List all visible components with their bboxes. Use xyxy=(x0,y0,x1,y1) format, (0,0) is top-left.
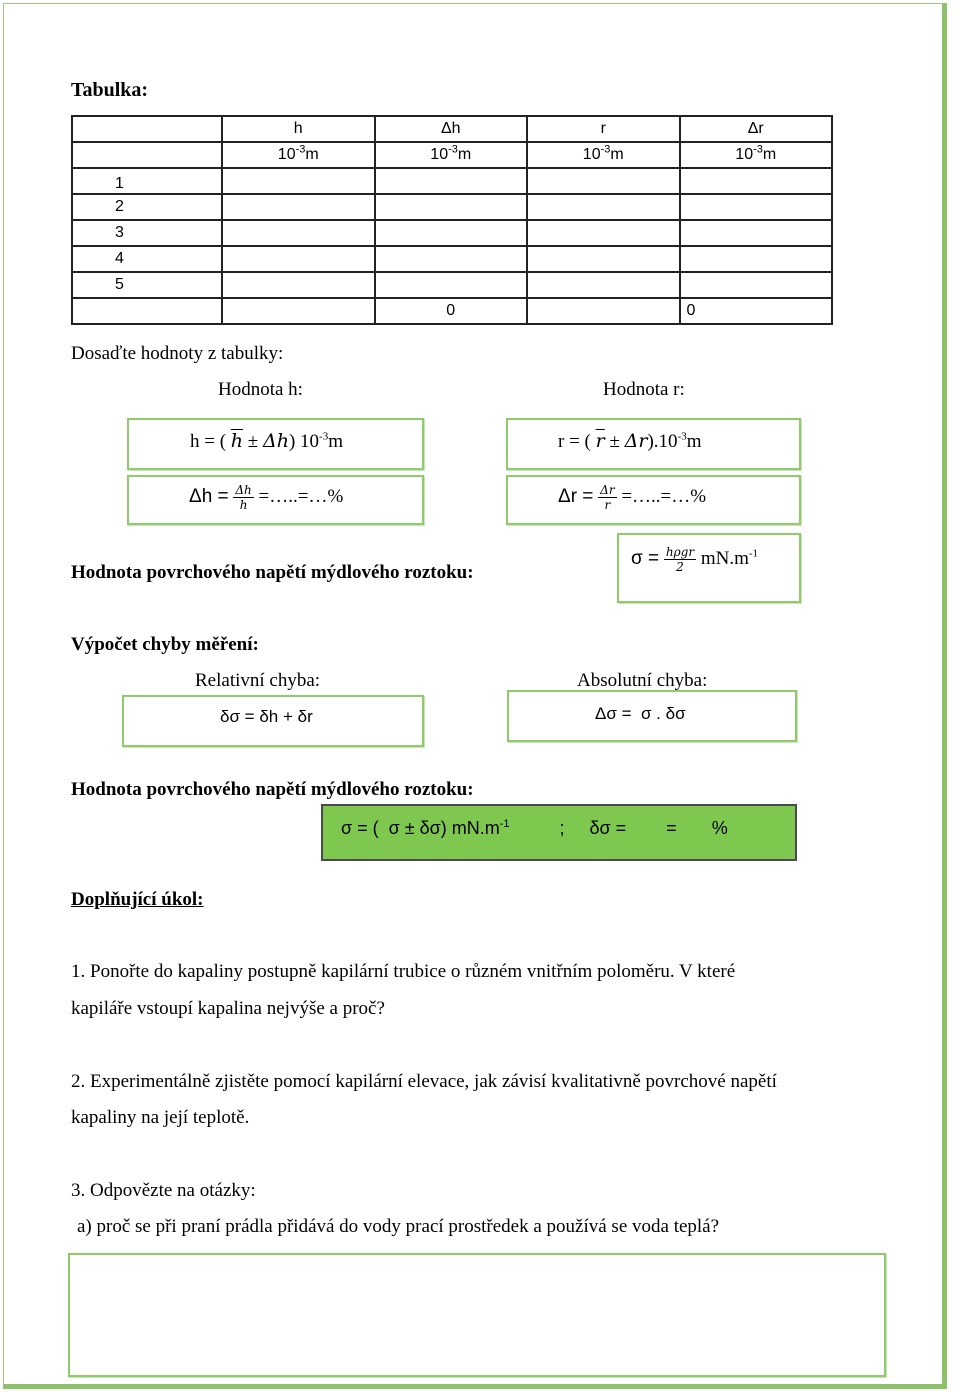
table-row xyxy=(72,194,832,220)
task-line: 2. Experimentálně zjistěte pomocí kapilární elevace, jak závisí kvalitativně povrchové napětí xyxy=(71,1071,777,1092)
h-relative-formula: Δh = $\frac{\Delta h}{h}$ =…..=…% xyxy=(189,483,344,512)
sum-delta-r: 0 xyxy=(680,298,833,324)
r-relative-box xyxy=(506,475,801,525)
error-title: Výpočet chyby měření: xyxy=(71,634,259,655)
unit-cell: $10^{-3}m$ xyxy=(527,142,680,168)
h-relative-box xyxy=(127,475,424,525)
surface-tension-label: Hodnota povrchového napětí mýdlového roztoku: xyxy=(71,562,474,583)
r-formula: r = ( $\overline{r} \pm \Delta r).10^{-3}m$ xyxy=(558,430,702,452)
h-formula: h = ( $\overline{h} \pm \Delta h$) $10^{-3}m$ xyxy=(190,430,343,452)
table-units-row xyxy=(72,142,832,168)
header-delta-h: Δh xyxy=(375,116,528,142)
task-line: 3. Odpovězte na otázky: xyxy=(71,1180,256,1201)
header-empty xyxy=(72,116,222,142)
r-label: Hodnota r: xyxy=(603,379,685,400)
h-label: Hodnota h: xyxy=(218,379,303,400)
relative-error-box xyxy=(122,695,424,747)
absolute-error-label: Absolutní chyba: xyxy=(577,670,708,691)
unit-cell: $10^{-3}m$ xyxy=(375,142,528,168)
sigma-formula: σ = $\frac{\text{hρgr}}{2}$ $mN.m^{-1}$ xyxy=(631,545,759,574)
r-relative-formula: Δr = $\frac{\Delta r}{r}$ =…..=…% xyxy=(558,483,707,512)
r-formula-box xyxy=(506,418,801,470)
task-line: 1. Ponořte do kapaliny postupně kapilární trubice o různém vnitřním poloměru. V které xyxy=(71,961,736,982)
row-index: 1 xyxy=(72,168,222,194)
measurement-table xyxy=(71,115,833,325)
row-index: 5 xyxy=(72,272,222,298)
answer-box[interactable] xyxy=(68,1253,886,1377)
r-fraction: $\frac{\Delta r}{r}$ xyxy=(600,483,615,512)
sigma-formula-box xyxy=(617,533,801,603)
extra-task-title: Doplňující úkol: xyxy=(71,889,204,910)
task-line: kapaliny na její teplotě. xyxy=(71,1107,250,1128)
unit-cell: $10^{-3}m$ xyxy=(680,142,833,168)
units-empty xyxy=(72,142,222,168)
table-header-row xyxy=(72,116,832,142)
final-formula: σ = ( σ ± δσ) $mN.m^{-1}$ ; δσ = = % xyxy=(341,818,728,838)
table-row xyxy=(72,272,832,298)
header-delta-r: Δr xyxy=(680,116,833,142)
table-sum-row xyxy=(72,298,832,324)
substitute-label: Dosaďte hodnoty z tabulky: xyxy=(71,343,284,364)
table-row xyxy=(72,246,832,272)
h-formula-box xyxy=(127,418,424,470)
table-title: Tabulka: xyxy=(71,79,149,101)
header-h: h xyxy=(222,116,375,142)
relative-error-formula: δσ = δh + δr xyxy=(220,707,313,726)
task-line: a) proč se při praní prádla přidává do vody prací prostředek a používá se voda teplá? xyxy=(77,1216,720,1237)
absolute-error-formula: Δσ = σ . δσ xyxy=(595,704,686,723)
relative-error-label: Relativní chyba: xyxy=(195,670,321,691)
final-result-box xyxy=(321,804,797,861)
row-index: 3 xyxy=(72,220,222,246)
row-index: 2 xyxy=(72,194,222,220)
sigma-fraction: $\frac{\text{hρgr}}{2}$ xyxy=(665,545,695,574)
h-fraction: $\frac{\Delta h}{h}$ xyxy=(235,483,252,512)
table-row xyxy=(72,168,832,194)
final-label: Hodnota povrchového napětí mýdlového roztoku: xyxy=(71,779,474,800)
absolute-error-box xyxy=(507,690,797,742)
row-index: 4 xyxy=(72,246,222,272)
unit-cell: $10^{-3}m$ xyxy=(222,142,375,168)
table-row xyxy=(72,220,832,246)
task-line: kapiláře vstoupí kapalina nejvýše a proč? xyxy=(71,998,385,1019)
sum-delta-h: 0 xyxy=(375,298,528,324)
header-r: r xyxy=(527,116,680,142)
